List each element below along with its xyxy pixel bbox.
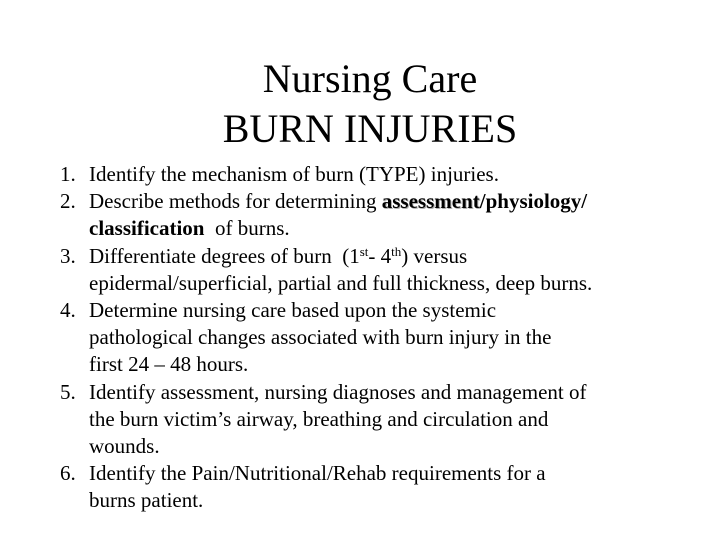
objective-text: Identify assessment, nursing diagnoses and management of [89, 379, 587, 404]
objective-text: Determine nursing care based upon the systemic [89, 298, 497, 323]
objective-text-continuation: wounds. [89, 434, 160, 459]
emphasis-assessment: assessment [381, 189, 480, 214]
emphasis-physiology: /physiology/ [479, 189, 588, 214]
objective-text-segment: of burns. [204, 216, 290, 241]
objective-item-1 [60, 161, 710, 188]
objective-text-segment: Differentiate degrees of burn (1 [89, 243, 360, 268]
objective-text: Identify the Pain/Nutritional/Rehab requirements for a [89, 461, 546, 486]
objective-number: 5. [60, 379, 76, 404]
objective-text-continuation: epidermal/superficial, partial and full thickness, deep burns. [89, 270, 593, 295]
objective-number: 6. [60, 461, 76, 486]
objective-number: 4. [60, 298, 76, 323]
title-line-1: Nursing Care [262, 56, 478, 101]
objective-text [89, 243, 710, 270]
objective-text-continuation: the burn victim’s airway, breathing and circulation and [89, 406, 549, 431]
title-line-2: BURN INJURIES [222, 106, 518, 151]
superscript-th: th [391, 243, 402, 259]
superscript-st: st [359, 243, 369, 259]
objective-text-continuation: burns patient. [89, 488, 204, 513]
objective-item-5 [60, 379, 710, 461]
objective-text-segment: ) versus [401, 243, 468, 268]
objective-number: 1. [60, 162, 76, 186]
objective-item-4 [60, 297, 710, 379]
objective-item-6 [60, 460, 710, 514]
objective-number: 3. [60, 243, 76, 268]
slide-title [100, 54, 640, 154]
objective-text: Identify the mechanism of burn (TYPE) injuries. [89, 162, 499, 186]
objective-item-3 [60, 243, 710, 297]
objective-text-continuation: first 24 – 48 hours. [89, 352, 249, 377]
objective-number: 2. [60, 189, 76, 214]
emphasis-classification: classification [89, 216, 205, 241]
objective-item-2 [60, 188, 710, 242]
objective-text [89, 188, 710, 215]
objectives-list [60, 161, 710, 515]
objective-text-continuation: pathological changes associated with burn injury in the [89, 325, 552, 350]
objective-text-segment: - 4 [368, 243, 392, 268]
objective-text-segment: Describe methods for determining [89, 189, 382, 214]
objective-text-continuation [89, 215, 710, 242]
